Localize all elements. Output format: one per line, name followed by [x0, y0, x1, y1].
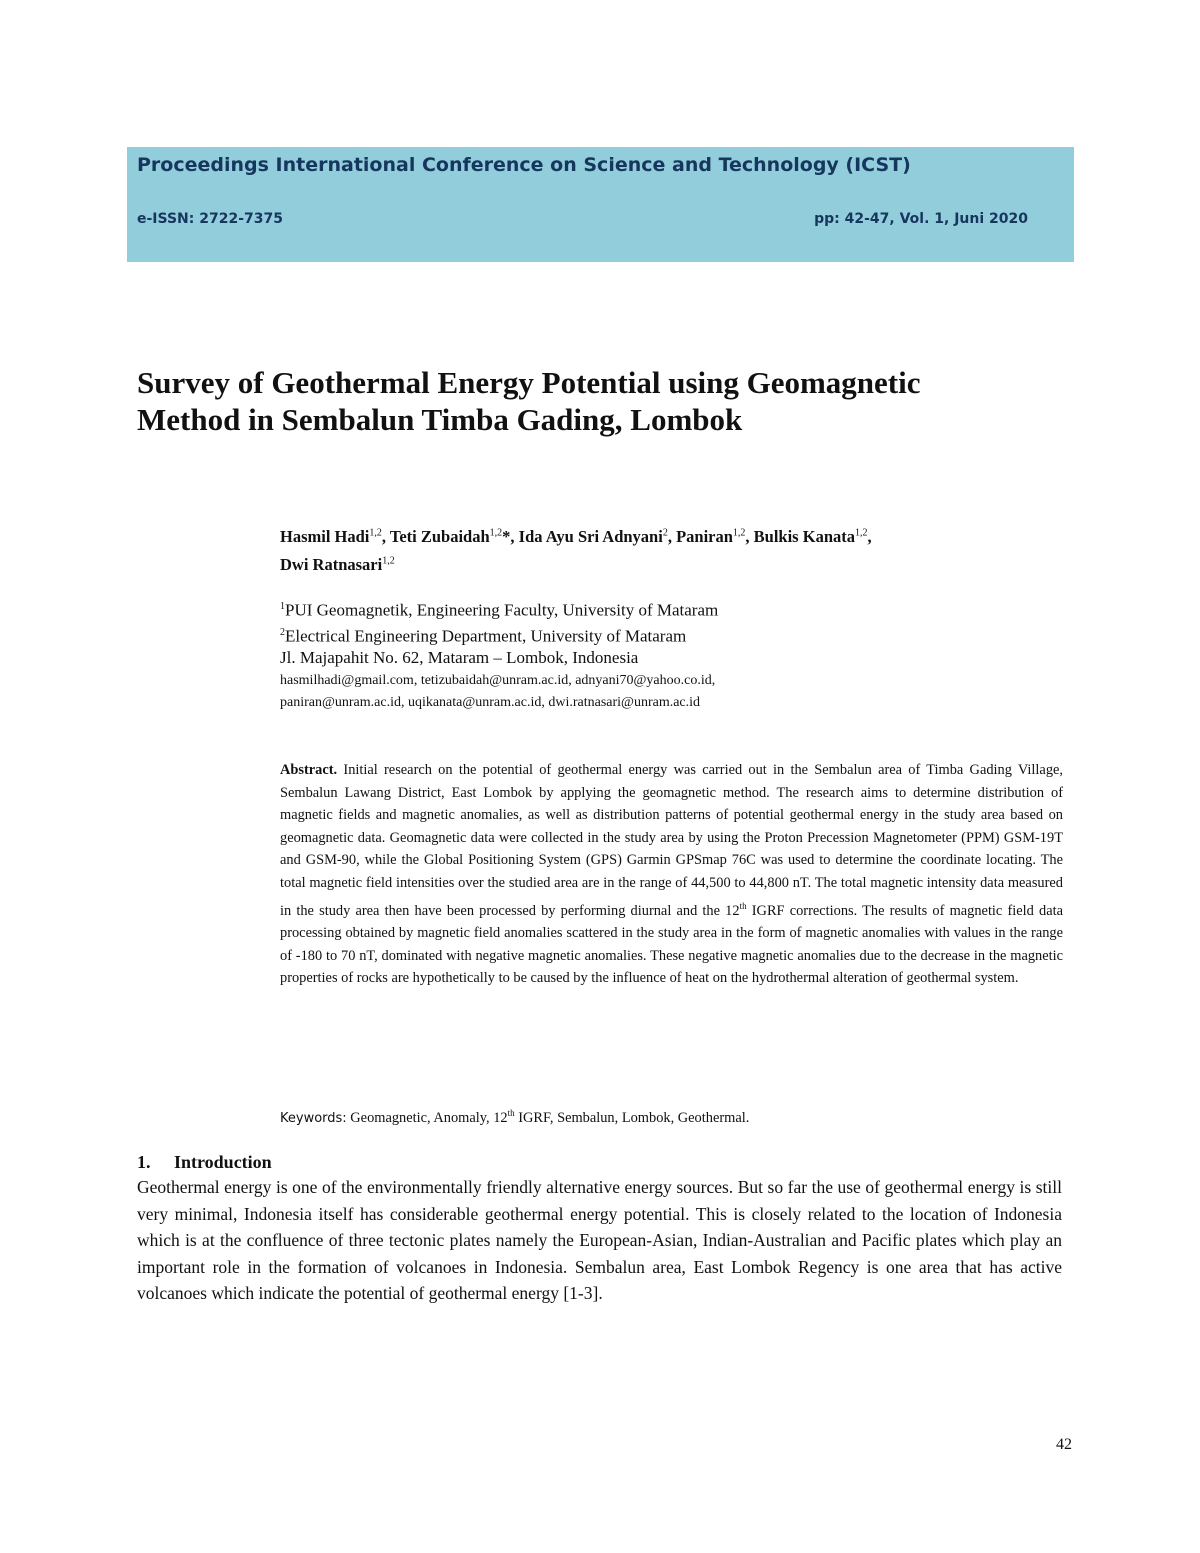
author: Hasmil Hadi$^{1,2}$, — [280, 526, 390, 546]
paper-title-line1: Survey of Geothermal Energy Potential using Geomagnetic — [137, 365, 921, 400]
journal-title: Proceedings International Conference on Science and Technology (ICST) — [137, 154, 911, 176]
affiliation-2: $^2$Electrical Engineering Department, University of Mataram — [280, 626, 687, 646]
author-emails-line1: hasmilhadi@gmail.com, tetizubaidah@unram.ac.id, adnyani70@yahoo.co.id, — [280, 673, 716, 688]
abstract-label: Abstract. — [280, 762, 338, 778]
author: Teti Zubaidah$^{1,2}$*, — [389, 526, 519, 546]
issn: e-ISSN: 2722-7375 — [137, 211, 283, 227]
author: Ida Ayu Sri Adnyani$^2$, — [518, 526, 677, 546]
paper-title — [137, 364, 1057, 438]
pages-volume: pp: 42-47, Vol. 1, Juni 2020 — [814, 211, 1028, 227]
abstract: Abstract. Initial research on the potential of geothermal energy was carried out in the Sembalun area of Timba Gading Village, Sembalun Lawang District, East Lombok by applying the geomagnetic method. The research aims to determine distribution of magnetic fields and magnetic anomalies, as well as distribution patterns of potential geothermal energy in the study area based on geomagnetic data. Geomagnetic data were collected in the study area by using the Proton Precession Magnetometer (PPM) GSM-19T and GSM-90, while the Global Positioning System (GPS) Garmin GPSmap 76C was used to determine the coordinate locating. The total magnetic field intensities over the studied area are in the range of 44,500 to 44,800 nT. The total magnetic intensity data measured in the study area then have been processed by performing diurnal and the 12th IGRF corrections. The results of magnetic field data processing obtained by magnetic field anomalies scattered in the study area in the form of magnetic anomalies with values in the range of -180 to 70 nT, dominated with negative magnetic anomalies. These negative magnetic anomalies due to the decrease in the magnetic properties of rocks are hypothetically to be caused by the influence of heat on the hydrothermal alteration of geothermal system. — [280, 762, 1063, 987]
journal-header — [127, 147, 1074, 262]
section-number: 1. — [137, 1152, 151, 1172]
author: Paniran$^{1,2}$, — [676, 526, 754, 546]
section-heading-introduction — [137, 1150, 272, 1174]
affiliation-1: $^1$PUI Geomagnetik, Engineering Faculty, University of Mataram — [280, 600, 719, 620]
author-emails-line2: paniran@unram.ac.id, uqikanata@unram.ac.id, dwi.ratnasari@unram.ac.id — [280, 695, 701, 710]
section-title: Introduction — [174, 1152, 272, 1172]
author: Bulkis Kanata$^{1,2}$, — [753, 526, 872, 546]
paper-title-line2: Method in Sembalun Timba Gading, Lombok — [137, 402, 743, 437]
author: Dwi Ratnasari$^{1,2}$ — [280, 555, 395, 574]
affiliation-address: Jl. Majapahit No. 62, Mataram – Lombok, Indonesia — [280, 648, 639, 667]
page-number: 42 — [1056, 1436, 1072, 1453]
keywords: Keywords: Geomagnetic, Anomaly, 12th IGRF, Sembalun, Lombok, Geothermal. — [280, 1108, 750, 1126]
author-list — [280, 520, 1070, 577]
keywords-label: Keywords: — [280, 1110, 347, 1126]
introduction-paragraph: Geothermal energy is one of the environmentally friendly alternative energy sources. But so far the use of geothermal energy is still very minimal, Indonesia itself has considerable geothermal energy potential. This is closely related to the location of Indonesia which is at the confluence of three tectonic plates namely the European-Asian, Indian-Australian and Pacific plates which play an important role in the formation of volcanoes in Indonesia. Sembalun area, East Lombok Regency is one area that has active volcanoes which indicate the potential of geothermal energy [1-3]. — [137, 1177, 1062, 1304]
